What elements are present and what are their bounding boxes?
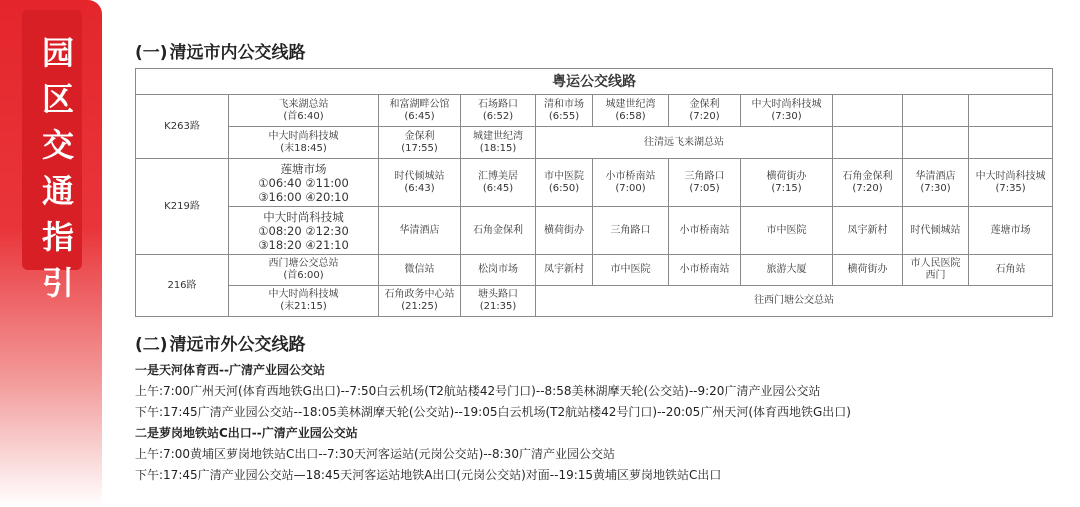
empty-cell [969,95,1053,127]
table-row [136,159,1053,207]
stop-cell: 市中医院 [593,255,669,286]
stop-cell: 三角路口 (7:05) [669,159,741,207]
section-2-text: 清远市外公交线路 [169,335,306,355]
stop-cell: 横荷街办 [833,255,903,286]
direction-cell: 往西门塘公交总站 [536,286,1053,317]
stop-cell: 市中医院 (6:50) [536,159,593,207]
stop-cell: 石角金保利 [461,207,536,255]
empty-cell [903,95,969,127]
stop-cell: 三角路口 [593,207,669,255]
stop-cell: 石角政务中心站 (21:25) [379,286,461,317]
direction-cell: 往清远飞来湖总站 [536,127,833,159]
line-2-afternoon: 下午:17:45广清产业园公交站—18:45天河客运站地铁A出口(元岗公交站)对面--19:15黄埔区萝岗地铁站C出口 [135,468,722,482]
stop-cell: 小市桥南站 [669,207,741,255]
route-k263: K263路 [136,95,229,159]
stop-cell: 时代倾城站 [903,207,969,255]
stop-cell: 塘头路口 (21:35) [461,286,536,317]
stop-cell: 时代倾城站 (6:43) [379,159,461,207]
stop-cell: 城建世纪湾 (6:58) [593,95,669,127]
line-1-afternoon: 下午:17:45广清产业园公交站--18:05美林湖摩天轮(公交站)--19:05白云机场(T2航站楼42号门口)--20:05广州天河(体育西地铁G出口) [135,405,851,419]
line-1-morning: 上午:7:00广州天河(体育西地铁G出口)--7:50白云机场(T2航站楼42号门口)--8:58美林湖摩天轮(公交站)--9:20广清产业园公交站 [135,384,821,398]
route-k219: K219路 [136,159,229,255]
stop-cell: 小市桥南站 [669,255,741,286]
table-row [136,286,1053,317]
stop-cell: 中大时尚科技城 (7:30) [741,95,833,127]
stop-cell: 凤宇新村 [833,207,903,255]
section-1-mark: (一) [135,43,168,63]
empty-cell [833,95,903,127]
table-header: 粤运公交线路 [136,69,1053,95]
stop-cell: 石角站 [969,255,1053,286]
stop-cell: 石角金保利 (7:20) [833,159,903,207]
stop-cell: 西门塘公交总站 (首6:00) [229,255,379,286]
section-2-title [135,330,306,355]
stop-cell: 横荷街办 (7:15) [741,159,833,207]
stop-cell: 旅游大厦 [741,255,833,286]
outer-routes [135,360,1055,486]
stop-cell: 市中医院 [741,207,833,255]
line-2-morning: 上午:7:00黄埔区萝岗地铁站C出口--7:30天河客运站(元岗公交站)--8:30广清产业园公交站 [135,447,615,461]
stop-cell: 石场路口 (6:52) [461,95,536,127]
stop-cell: 华清酒店 [379,207,461,255]
stop-cell: 中大时尚科技城 (7:35) [969,159,1053,207]
empty-cell [903,127,969,159]
route-216: 216路 [136,255,229,317]
stop-cell: 金保利 (7:20) [669,95,741,127]
line-2-title: 二是萝岗地铁站C出口--广清产业园公交站 [135,426,358,440]
stop-cell: 华清酒店 (7:30) [903,159,969,207]
stop-cell: 飞来湖总站 (首6:40) [229,95,379,127]
stop-cell: 横荷街办 [536,207,593,255]
stop-cell: 莲塘市场 [969,207,1053,255]
stop-cell: 莲塘市场 ①06:40 ②11:00 ③16:00 ④20:10 [229,159,379,207]
stop-cell: 中大时尚科技城 (末18:45) [229,127,379,159]
section-2-mark: (二) [135,335,168,355]
stop-cell: 松岗市场 [461,255,536,286]
stop-cell: 金保利 (17:55) [379,127,461,159]
stop-cell: 汇博美居 (6:45) [461,159,536,207]
stop-cell: 城建世纪湾 (18:15) [461,127,536,159]
side-tab [0,0,102,507]
line-1-title: 一是天河体育西--广清产业园公交站 [135,363,325,377]
stop-cell: 凤宇新村 [536,255,593,286]
bus-route-table [135,68,1053,317]
stop-cell: 中大时尚科技城 (末21:15) [229,286,379,317]
stop-cell: 微信站 [379,255,461,286]
table-row [136,207,1053,255]
section-1-title [135,38,306,63]
stop-cell: 市人民医院 西门 [903,255,969,286]
stop-cell: 中大时尚科技城 ①08:20 ②12:30 ③18:20 ④21:10 [229,207,379,255]
empty-cell [969,127,1053,159]
section-1-text: 清远市内公交线路 [169,43,306,63]
empty-cell [833,127,903,159]
stop-cell: 和富湖畔公馆 (6:45) [379,95,461,127]
stop-cell: 小市桥南站 (7:00) [593,159,669,207]
stop-cell: 清和市场 (6:55) [536,95,593,127]
table-row [136,95,1053,127]
table-row [136,127,1053,159]
side-title: 园区交通指引 [41,34,74,302]
table-row [136,255,1053,286]
